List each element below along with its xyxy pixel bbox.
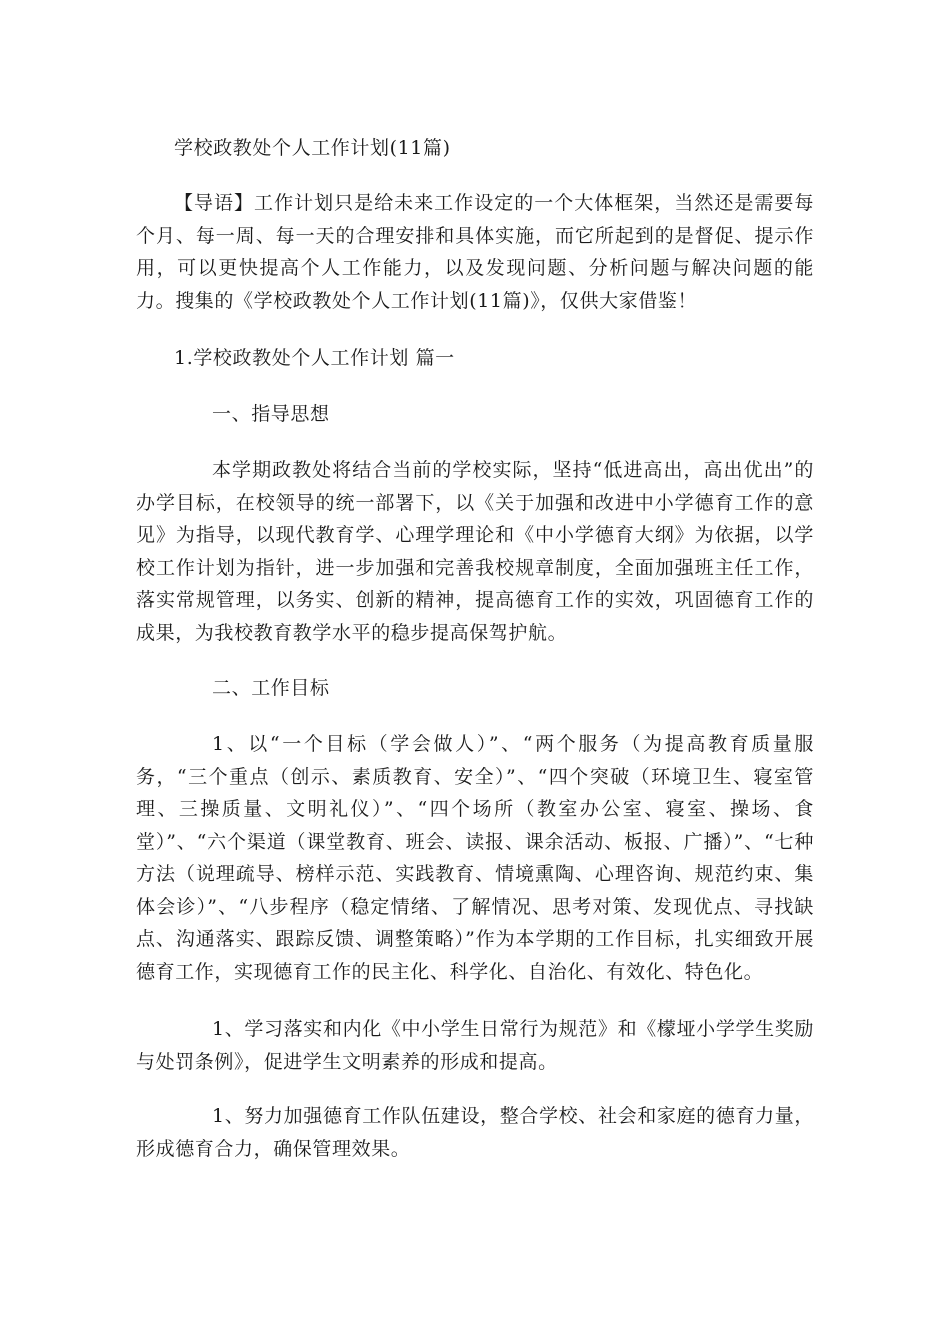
guiding-thought-paragraph: 本学期政教处将结合当前的学校实际，坚持“低进高出，高出优出”的办学目标，在校领导的统一部署下，以《关于加强和改进中小学德育工作的意见》为指导，以现代教育学、心理学理论和《中小学德育大纲》为依据，以学校工作计划为指针，进一步加强和完善我校规章制度，全面加强班主任工作，落实常规管理，以务实、创新的精神，提高德育工作的实效，巩固德育工作的成果，为我校教育教学水平的稳步提高保驾护航。 [136,459,814,644]
goal-paragraph-3: 1、努力加强德育工作队伍建设，整合学校、社会和家庭的德育力量，形成德育合力，确保管理效果。 [136,1105,814,1160]
part-heading-guiding-thought: 一、指导思想 [212,403,330,425]
part-heading-work-goals: 二、工作目标 [212,677,330,699]
goal-paragraph-2: 1、学习落实和内化《中小学生日常行为规范》和《檬垭小学学生奖励与处罚条例》，促进学生文明素养的形成和提高。 [136,1018,814,1073]
intro-paragraph: 【导语】工作计划只是给未来工作设定的一个大体框架，当然还是需要每个月、每一周、每一天的合理安排和具体实施，而它所起到的是督促、提示作用，可以更快提高个人工作能力，以及发现问题、分析问题与解决问题的能力。搜集的《学校政教处个人工作计划(11篇)》，仅供大家借鉴！ [136,192,814,312]
goal-paragraph-1: 1、以“一个目标（学会做人）”、“两个服务（为提高教育质量服务，“三个重点（创示、素质教育、安全）”、“四个突破（环境卫生、寝室管理、三操质量、文明礼仪）”、“四个场所（教室办公室、寝室、操场、食堂）”、“六个渠道（课堂教育、班会、读报、课余活动、板报、广播）”、“七种方法（说理疏导、榜样示范、实践教育、情境熏陶、心理咨询、规范约束、集体会诊）”、“八步程序（稳定情绪、了解情况、思考对策、发现优点、寻找缺点、沟通落实、跟踪反馈、调整策略）”作为本学期的工作目标，扎实细致开展德育工作，实现德育工作的民主化、科学化、自治化、有效化、特色化。 [136,733,814,983]
section-heading: 1.学校政教处个人工作计划 篇一 [174,347,455,369]
document-title: 学校政教处个人工作计划(11篇) [174,137,451,159]
